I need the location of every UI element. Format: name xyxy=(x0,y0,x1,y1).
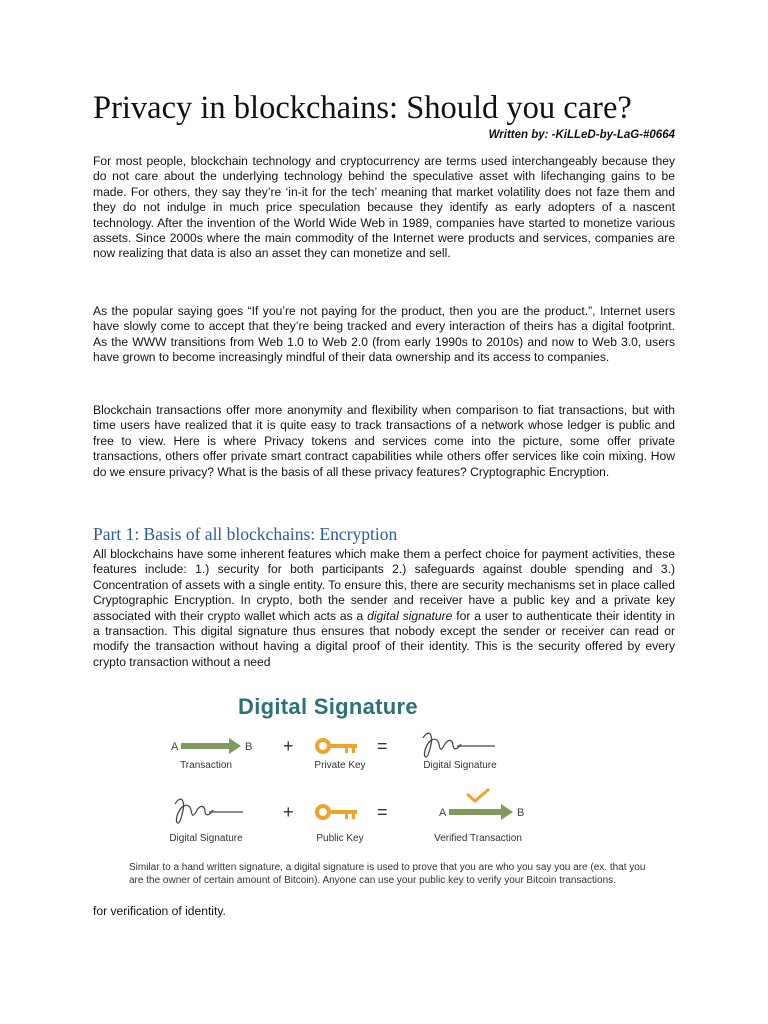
paragraph-encryption xyxy=(93,547,675,670)
paragraph-encryption-text-2: for a user to authenticate their identity in a transaction. This digital signature thus ensures that nobody except the sender or receiver can read or modify the transaction without having a digital proof of their identity. This is the security offered by every crypto transaction without a need xyxy=(93,608,675,669)
digital-signature-figure xyxy=(123,694,646,900)
row1-from-label: A xyxy=(171,741,179,753)
signature-icon xyxy=(175,799,243,823)
checkmark-icon xyxy=(467,789,489,801)
label-private-key: Private Key xyxy=(314,760,366,771)
paragraph-final-line: for verification of identity. xyxy=(93,904,226,918)
paragraph-blockchain-transactions: Blockchain transactions offer more anonymity and flexibility when comparison to fiat transactions, but with time users have realized that it is quite easy to track transactions of a network whose ledger is public and free to view. Here is where Privacy tokens and services come into the picture, some offer private transactions, others offer private smart contract capabilities while others offer services like coin mixing. How do we ensure privacy? What is the basis of all these privacy features? Cryptographic Encryption. xyxy=(93,403,675,479)
private-key-icon xyxy=(317,740,357,753)
label-digital-signature: Digital Signature xyxy=(423,760,497,771)
signature-icon xyxy=(423,733,495,757)
row1-equals: = xyxy=(377,736,388,756)
label-digital-signature-2: Digital Signature xyxy=(169,833,243,844)
arrow-icon xyxy=(449,804,513,820)
paragraph-intro: For most people, blockchain technology and cryptocurrency are terms used interchangeably because they do not care about the underlying technology behind the speculative asset with lifechanging gains to be made. For others, they say they’re ‘in-it for the tech’ meaning that market volatility does not faze them and they do not indulge in much price speculation because they identify as early adopters of a nascent technology. After the invention of the World Wide Web in 1989, companies have started to monetize various assets. Since 2000s where the main commodity of the Internet were products and services, companies are now realizing that data is also an asset they can monetize and sell. xyxy=(93,154,675,261)
figure-diagram xyxy=(123,694,643,854)
page-title: Privacy in blockchains: Should you care? xyxy=(93,90,632,126)
row2-equals: = xyxy=(377,802,388,822)
paragraph-encryption-italic: digital signature xyxy=(367,608,453,623)
label-verified-transaction: Verified Transaction xyxy=(434,833,522,844)
row1-to-label: B xyxy=(245,741,253,753)
public-key-icon xyxy=(317,806,357,819)
figure-caption: Similar to a hand written signature, a digital signature is used to prove that you are who you say you are (ex. that you are the owner of certain amount of Bitcoin). Anyone can use your public key to verify your Bitcoin transactions. xyxy=(129,862,646,886)
arrow-icon xyxy=(181,738,241,754)
author-byline: Written by: -KiLLeD-by-LaG-#0664 xyxy=(488,129,675,141)
row2-from-label: A xyxy=(439,807,447,819)
paragraph-saying: As the popular saying goes “If you’re not paying for the product, then you are the product.”, Internet users have slowly come to accept that they’re being tracked and every interaction of theirs has a digital footprint. As the WWW transitions from Web 1.0 to Web 2.0 (from early 1990s to 2010s) and now to Web 3.0, users have grown to become increasingly mindful of their data ownership and its access to companies. xyxy=(93,304,675,365)
row2-to-label: B xyxy=(517,807,525,819)
paragraph-encryption-text-1: All blockchains have some inherent features which make them a perfect choice for payment activities, these features include: 1.) security for both participants 2.) safeguards against double spending and 3.) Concentration of assets with a single entity. To ensure this, there are security mechanisms set in place called Cryptographic Encryption. In crypto, both the sender and receiver have a public key and a private key associated with their crypto wallet which acts as a xyxy=(93,547,675,623)
row2-plus: + xyxy=(283,802,294,822)
label-public-key: Public Key xyxy=(316,833,364,844)
figure-title: Digital Signature xyxy=(238,694,418,719)
label-transaction: Transaction xyxy=(180,760,232,771)
section-heading: Part 1: Basis of all blockchains: Encryption xyxy=(93,524,398,544)
row1-plus: + xyxy=(283,736,294,756)
